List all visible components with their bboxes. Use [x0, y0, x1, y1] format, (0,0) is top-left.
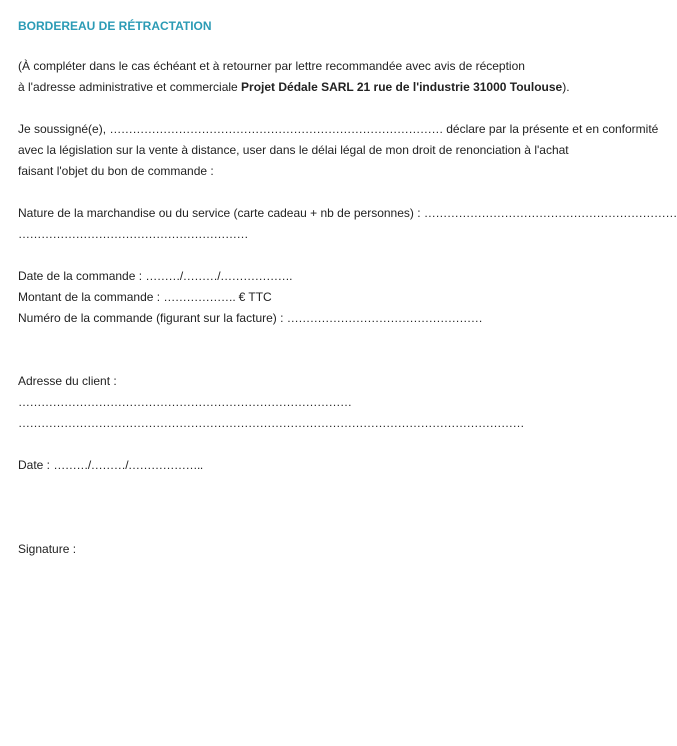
order-amount-label: Montant de la commande :: [18, 290, 164, 304]
nature-label: Nature de la marchandise ou du service (carte cadeau + nb de personnes) :: [18, 206, 424, 220]
document-title: BORDEREAU DE RÉTRACTATION: [18, 19, 212, 33]
order-number-line: [18, 308, 595, 329]
declaration-prefix: Je soussigné(e),: [18, 122, 110, 136]
date-line: [18, 455, 595, 476]
address-field-2[interactable]: ……………………………………………………………………………………………………………………: [18, 416, 524, 430]
order-date-label: Date de la commande :: [18, 269, 146, 283]
intro-line-2-suffix: ).: [562, 80, 570, 94]
signature-label: Signature :: [18, 542, 77, 556]
nature-field-1[interactable]: …………………………………………………………: [423, 206, 677, 220]
address-field-1[interactable]: ……………………………………………………………………………: [18, 395, 352, 409]
date-field[interactable]: ………/………/………………..: [53, 458, 203, 472]
declaration-line-3: faisant l'objet du bon de commande :: [18, 164, 214, 178]
declaration-line-2: avec la législation sur la vente à distance, user dans le délai légal de mon droit de renonciation à l'achat: [18, 143, 569, 157]
declaration-suffix: déclare par la présente et en conformité: [442, 122, 659, 136]
declaration-line-1: [18, 119, 659, 140]
date-label: Date :: [18, 458, 54, 472]
order-number-field[interactable]: ……………………………………………: [286, 311, 483, 325]
order-date-field[interactable]: ………/………/……………….: [145, 269, 292, 283]
intro-line-2-prefix: à l'adresse administrative et commerciale: [18, 80, 242, 94]
order-amount-line: [18, 287, 595, 308]
intro-line-2: [18, 77, 595, 98]
nature-line: [18, 203, 677, 224]
order-amount-field[interactable]: ……………….: [163, 290, 236, 304]
company-address: Projet Dédale SARL 21 rue de l'industrie 31000 Toulouse: [241, 80, 563, 94]
order-date-line: [18, 266, 595, 287]
name-field[interactable]: ……………………………………………………………………………: [109, 122, 443, 136]
intro-line-1: (À compléter dans le cas échéant et à retourner par lettre recommandée avec avis de réception: [18, 59, 525, 73]
nature-field-2[interactable]: ……………………………………………………: [18, 227, 248, 241]
order-amount-suffix: € TTC: [235, 290, 272, 304]
address-label: Adresse du client :: [18, 374, 117, 388]
order-number-label: Numéro de la commande (figurant sur la facture) :: [18, 311, 287, 325]
